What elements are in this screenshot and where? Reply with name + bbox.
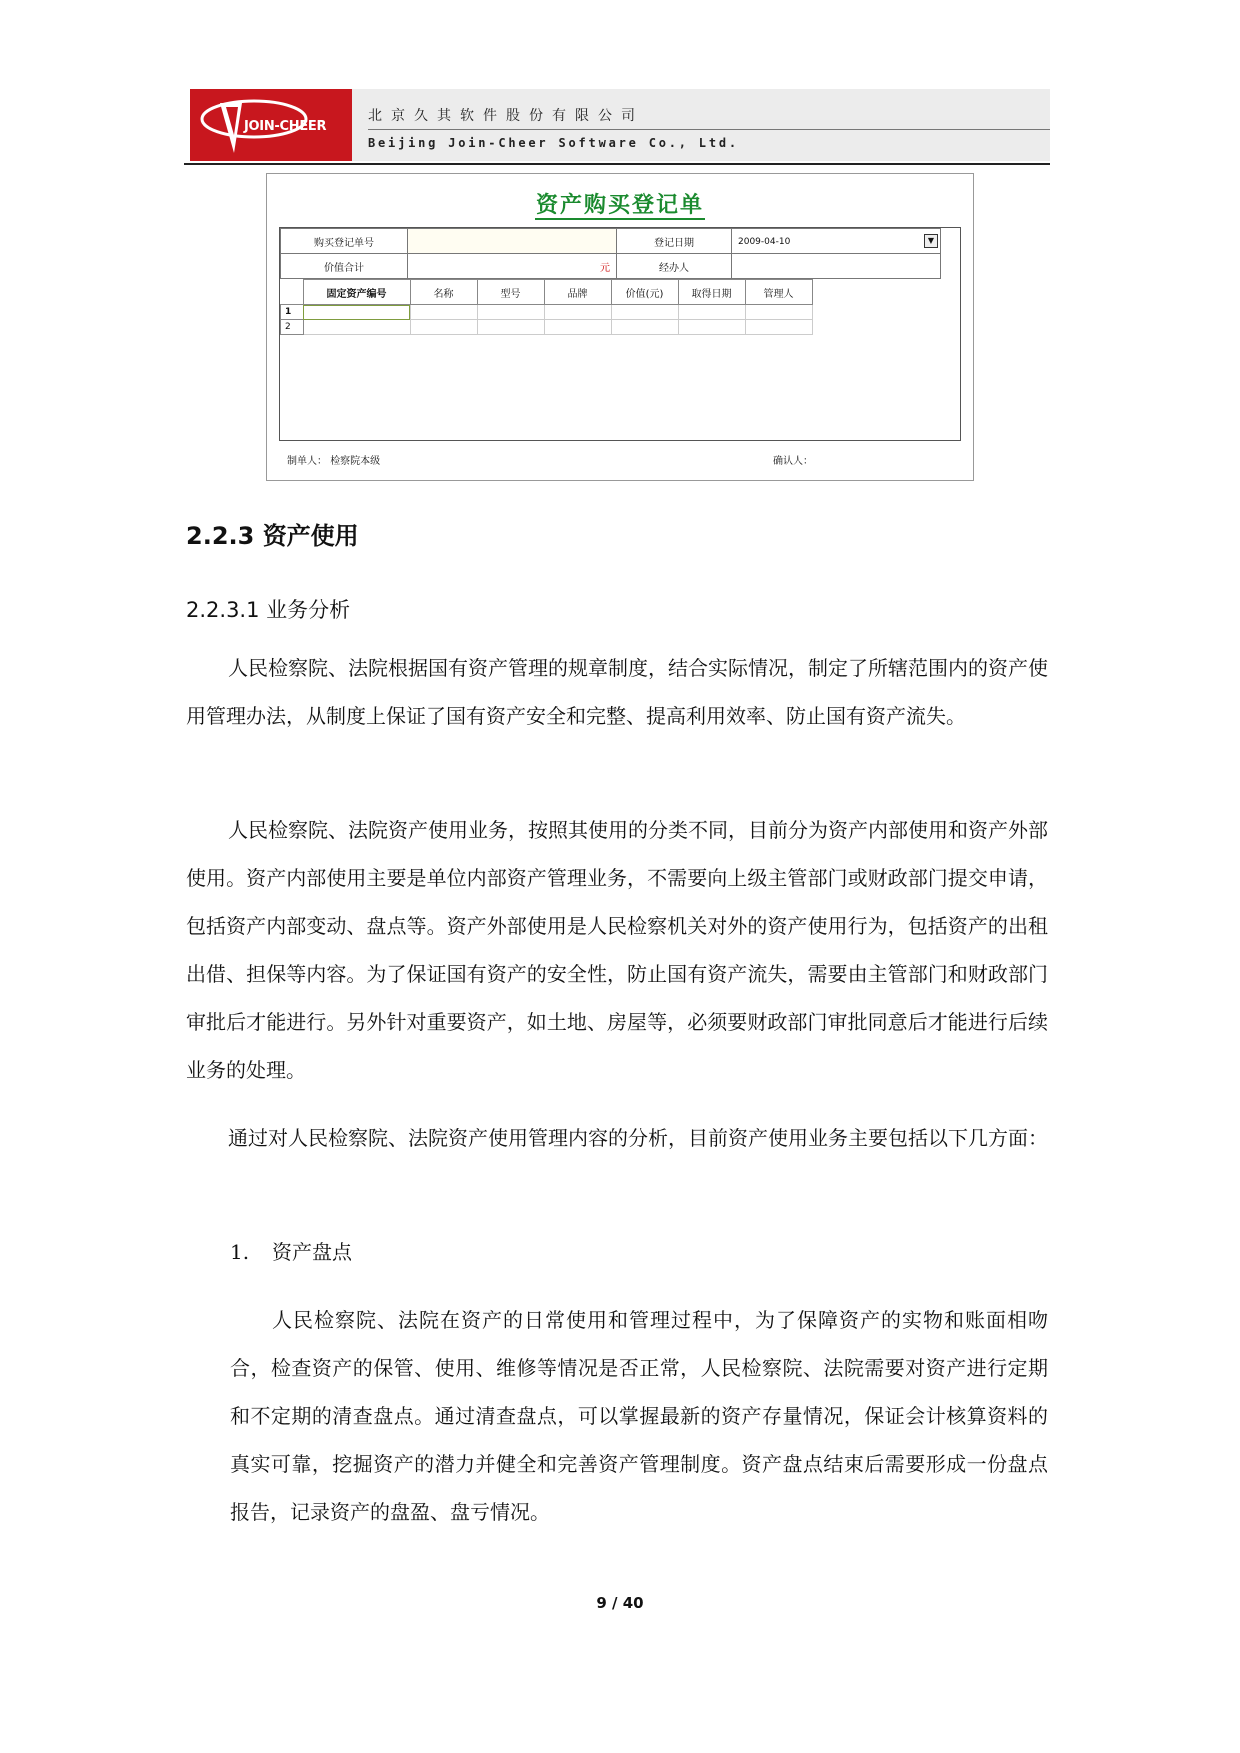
form-title: 资产购买登记单 bbox=[535, 192, 704, 218]
purchase-no-label: 购买登记单号 bbox=[281, 229, 408, 254]
company-name-cn: 北京久其软件股份有限公司 bbox=[368, 108, 644, 124]
col-name[interactable]: 名称 bbox=[410, 280, 477, 305]
grid-cell[interactable] bbox=[477, 320, 544, 335]
company-logo bbox=[190, 89, 352, 161]
handler-label: 经办人 bbox=[617, 254, 732, 279]
grid-cell[interactable] bbox=[544, 320, 611, 335]
grid-cell[interactable] bbox=[678, 305, 745, 320]
col-value[interactable]: 价值(元) bbox=[611, 280, 678, 305]
col-manager[interactable]: 管理人 bbox=[745, 280, 812, 305]
grid-cell[interactable] bbox=[544, 305, 611, 320]
creator-line bbox=[287, 452, 380, 467]
paragraph: 人民检察院、法院资产使用业务，按照其使用的分类不同，目前分为资产内部使用和资产外部使用。资产内部使用主要是单位内部资产管理业务，不需要向上级主管部门或财政部门提交申请，包括资产内部变动、盘点等。资产外部使用是人民检察机关对外的资产使用行为，包括资产的出租出借、担保等内容。为了保证国有资产的安全性，防止国有资产流失，需要由主管部门和财政部门审批后才能进行。另外针对重要资产，如土地、房屋等，必须要财政部门审批同意后才能进行后续业务的处理。 bbox=[186, 818, 1048, 1082]
asset-purchase-form bbox=[266, 173, 974, 481]
grid-corner bbox=[281, 280, 304, 305]
handler-field[interactable] bbox=[732, 254, 941, 279]
company-name-en: Beijing Join-Cheer Software Co., Ltd. bbox=[368, 136, 739, 150]
table-row bbox=[281, 305, 813, 320]
reg-date-value: 2009-04-10 bbox=[738, 236, 791, 247]
table-row bbox=[281, 320, 813, 335]
list-label: 资产盘点 bbox=[272, 1240, 352, 1264]
form-header-table bbox=[280, 228, 941, 279]
header-rule bbox=[184, 163, 1050, 165]
row-number: 2 bbox=[281, 320, 304, 335]
col-acq-date[interactable]: 取得日期 bbox=[678, 280, 745, 305]
form-title-underline bbox=[535, 218, 705, 220]
asset-grid bbox=[280, 279, 813, 335]
confirm-label: 确认人： bbox=[773, 456, 813, 467]
total-value-label: 价值合计 bbox=[281, 254, 408, 279]
grid-cell[interactable] bbox=[611, 320, 678, 335]
creator-label: 制单人： bbox=[287, 456, 327, 467]
paragraph: 人民检察院、法院根据国有资产管理的规章制度，结合实际情况，制定了所辖范围内的资产使用管理办法，从制度上保证了国有资产安全和完整、提高利用效率、防止国有资产流失。 bbox=[186, 656, 1048, 728]
section-heading: 2.2.3 资产使用 bbox=[186, 522, 359, 550]
col-brand[interactable]: 品牌 bbox=[544, 280, 611, 305]
reg-date-select[interactable] bbox=[732, 229, 941, 254]
grid-cell[interactable] bbox=[410, 320, 477, 335]
grid-cell[interactable] bbox=[410, 305, 477, 320]
grid-cell-selected[interactable] bbox=[303, 305, 410, 320]
subsection-heading: 2.2.3.1 业务分析 bbox=[186, 598, 351, 622]
list-item-heading bbox=[230, 1236, 352, 1265]
grid-cell[interactable] bbox=[303, 320, 410, 335]
paragraph: 通过对人民检察院、法院资产使用管理内容的分析，目前资产使用业务主要包括以下几方面： bbox=[228, 1126, 1048, 1150]
total-unit: 元 bbox=[600, 262, 610, 274]
creator-value: 检察院本级 bbox=[330, 456, 381, 467]
reg-date-label: 登记日期 bbox=[617, 229, 732, 254]
col-asset-no[interactable]: 固定资产编号 bbox=[303, 280, 410, 305]
grid-cell[interactable] bbox=[745, 320, 812, 335]
header-divider bbox=[368, 129, 1050, 130]
logo-text: JOIN-CHEER bbox=[244, 119, 327, 134]
grid-cell[interactable] bbox=[611, 305, 678, 320]
chevron-down-icon[interactable]: ▼ bbox=[924, 234, 938, 248]
col-model[interactable]: 型号 bbox=[477, 280, 544, 305]
form-body bbox=[279, 227, 961, 441]
grid-cell[interactable] bbox=[477, 305, 544, 320]
list-number: 1. bbox=[230, 1240, 250, 1264]
grid-cell[interactable] bbox=[678, 320, 745, 335]
total-value-field[interactable] bbox=[408, 254, 617, 279]
page-header bbox=[190, 89, 1050, 163]
row-number: 1 bbox=[281, 305, 304, 320]
list-item-paragraph: 人民检察院、法院在资产的日常使用和管理过程中，为了保障资产的实物和账面相吻合，检查资产的保管、使用、维修等情况是否正常，人民检察院、法院需要对资产进行定期和不定期的清查盘点。通过清查盘点，可以掌握最新的资产存量情况，保证会计核算资料的真实可靠，挖掘资产的潜力并健全和完善资产管理制度。资产盘点结束后需要形成一份盘点报告，记录资产的盘盈、盘亏情况。 bbox=[230, 1308, 1048, 1524]
grid-cell[interactable] bbox=[745, 305, 812, 320]
purchase-no-input[interactable] bbox=[408, 229, 617, 254]
page-number: 9 / 40 bbox=[596, 1594, 644, 1612]
